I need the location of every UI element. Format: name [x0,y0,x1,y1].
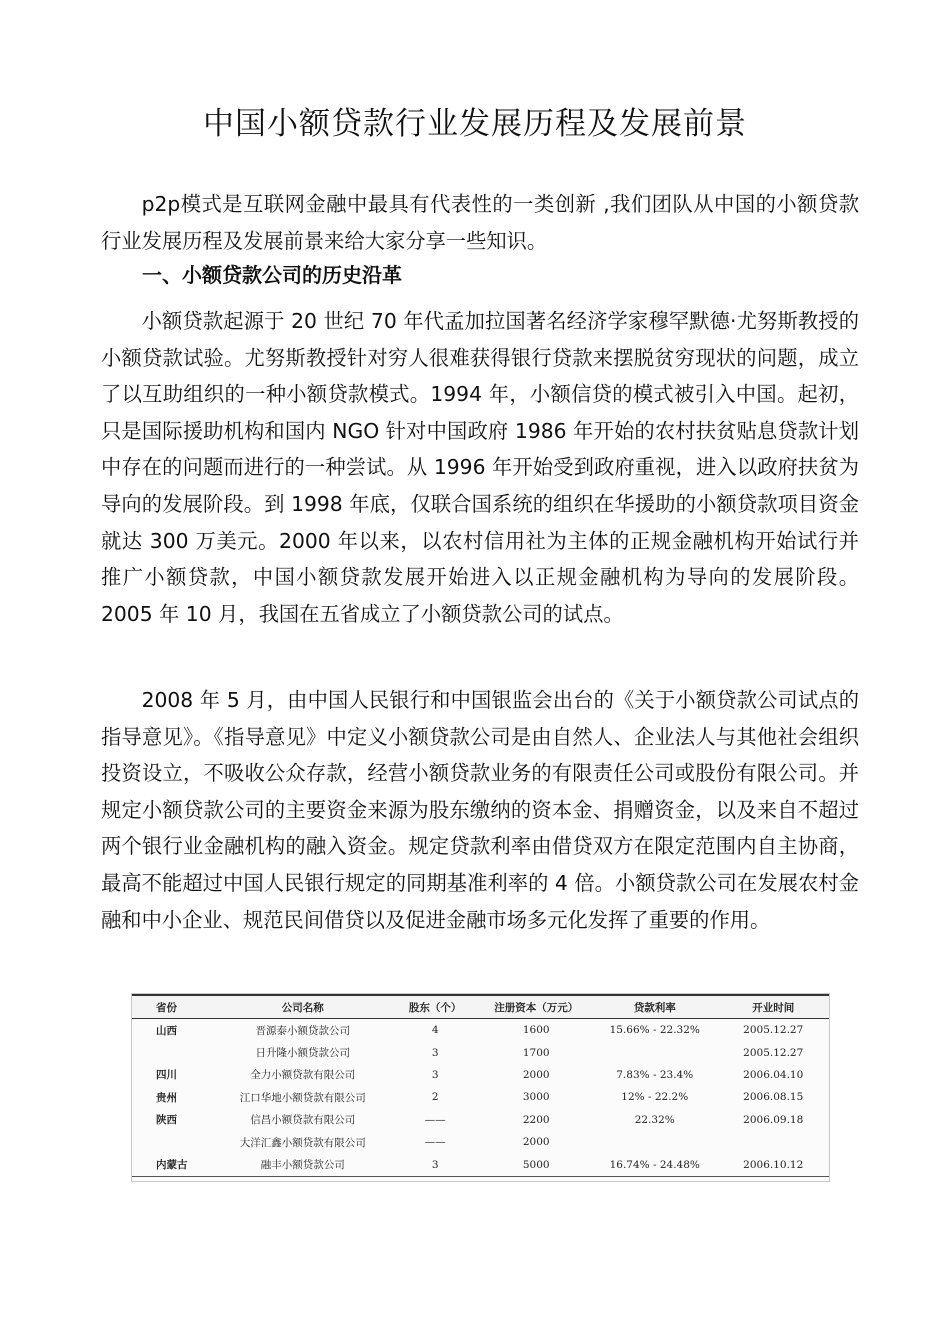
cell-province: 内蒙古 [132,1153,216,1176]
cell-shareholders: 4 [431,1024,439,1037]
cell-rate: 7.83% - 23.4% [616,1068,694,1081]
header-company: 公司名称 [216,995,390,1019]
cell-rate [592,1041,717,1063]
cell-capital: 3000 [522,1091,550,1104]
table-row [132,1019,829,1042]
cell-capital: 2200 [522,1113,550,1126]
header-capital: 注册资本（万元） [480,995,592,1019]
header-shareholders: 股东（个） [390,995,481,1019]
cell-open-date: 2006.04.10 [743,1068,804,1081]
guidance-paragraph: 2008 年 5 月，由中国人民银行和中国银监会出台的《关于小额贷款公司试点的指导意见》。《指导意见》中定义小额贷款公司是由自然人、企业法人与其他社会组织投资设立，不吸收公众存款，经营小额贷款业务的有限责任公司或股份有限公司。并规定小额贷款公司的主要资金来源为股东缴纳的资本金、捐赠资金，以及来自不超过两个银行业金融机构的融入资金。规定贷款利率由借贷双方在限定范围内自主协商，最高不能超过中国人民银行规定的同期基准利率的 4 倍。小额贷款公司在发展农村金融和中小企业、规范民间借贷以及促进金融市场多元化发挥了重要的作用。 [101,688,859,932]
cell-province [132,1131,216,1153]
table-header-row [132,995,829,1019]
cell-province [132,1041,216,1063]
cell-open-date: 2005.12.27 [743,1024,804,1037]
header-open-date: 开业时间 [717,995,829,1019]
cell-capital: 1700 [522,1046,550,1059]
cell-open-date: 2006.10.12 [717,1153,829,1176]
cell-shareholders: 3 [390,1153,481,1176]
cell-rate [592,1131,717,1153]
company-table-image [131,993,830,1182]
cell-company: 全力小额贷款有限公司 [250,1069,356,1082]
cell-province: 贵州 [156,1091,177,1104]
cell-shareholders: —— [424,1113,446,1126]
table-row [132,1131,829,1153]
table-row [132,1109,829,1131]
cell-rate: 16.74% - 24.48% [592,1153,717,1176]
cell-rate: 12% - 22.2% [621,1091,689,1104]
cell-capital: 1600 [522,1024,550,1037]
cell-open-date [717,1131,829,1153]
cell-company: 日升隆小额贷款公司 [255,1047,350,1060]
cell-province: 四川 [156,1069,177,1082]
table-row [132,1153,829,1176]
cell-shareholders: —— [424,1136,446,1149]
cell-company: 江口华地小额贷款有限公司 [239,1091,366,1104]
intro-paragraph: p2p模式是互联网金融中最具有代表性的一类创新 ,我们团队从中国的小额贷款行业发展历程及发展前景来给大家分享一些知识。 [101,192,859,253]
cell-shareholders: 2 [431,1091,439,1104]
cell-rate: 15.66% - 22.32% [609,1024,700,1037]
cell-open-date: 2005.12.27 [743,1046,804,1059]
cell-company: 融丰小额贷款公司 [216,1153,390,1176]
cell-company: 大洋汇鑫小额贷款有限公司 [239,1136,366,1149]
company-table [132,994,829,1177]
cell-open-date: 2006.09.18 [743,1113,804,1126]
cell-open-date: 2006.08.15 [743,1091,804,1104]
section-heading: 一、小额贷款公司的历史沿革 [142,263,402,287]
cell-company: 信昌小额贷款有限公司 [250,1114,356,1127]
cell-shareholders: 3 [431,1068,439,1081]
page-title: 中国小额贷款行业发展历程及发展前景 [203,106,747,142]
cell-province: 陕西 [156,1114,177,1127]
history-paragraph: 小额贷款起源于 20 世纪 70 年代孟加拉国著名经济学家穆罕默德·尤努斯教授的小额贷款试验。尤努斯教授针对穷人很难获得银行贷款来摆脱贫穷现状的问题，成立了以互助组织的一种小额贷款模式。1994 年，小额信贷的模式被引入中国。起初，只是国际援助机构和国内 NGO 针对中国政府 1986 年开始的农村扶贫贴息贷款计划中存在的问题而进行的一种尝试。从 1996 年开始受到政府重视，进入以政府扶贫为导向的发展阶段。到 1998 年底，仅联合国系统的组织在华援助的小额贷款项目资金就达 300 万美元。2000 年以来，以农村信用社为主体的正规金融机构开始试行并推广小额贷款，中国小额贷款发展开始进入以正规金融机构为导向的发展阶段。2005 年 10 月，我国在五省成立了小额贷款公司的试点。 [101,309,859,626]
cell-rate: 22.32% [634,1113,675,1126]
table-row [132,1041,829,1063]
table-row [132,1086,829,1108]
cell-capital: 5000 [480,1153,592,1176]
cell-company: 晋源泰小额贷款公司 [255,1024,350,1037]
header-province: 省份 [132,995,216,1019]
cell-capital: 2000 [522,1136,550,1149]
cell-province: 山西 [156,1024,177,1037]
cell-capital: 2000 [522,1068,550,1081]
table-row [132,1064,829,1086]
header-rate: 贷款利率 [592,995,717,1019]
cell-shareholders: 3 [431,1046,439,1059]
